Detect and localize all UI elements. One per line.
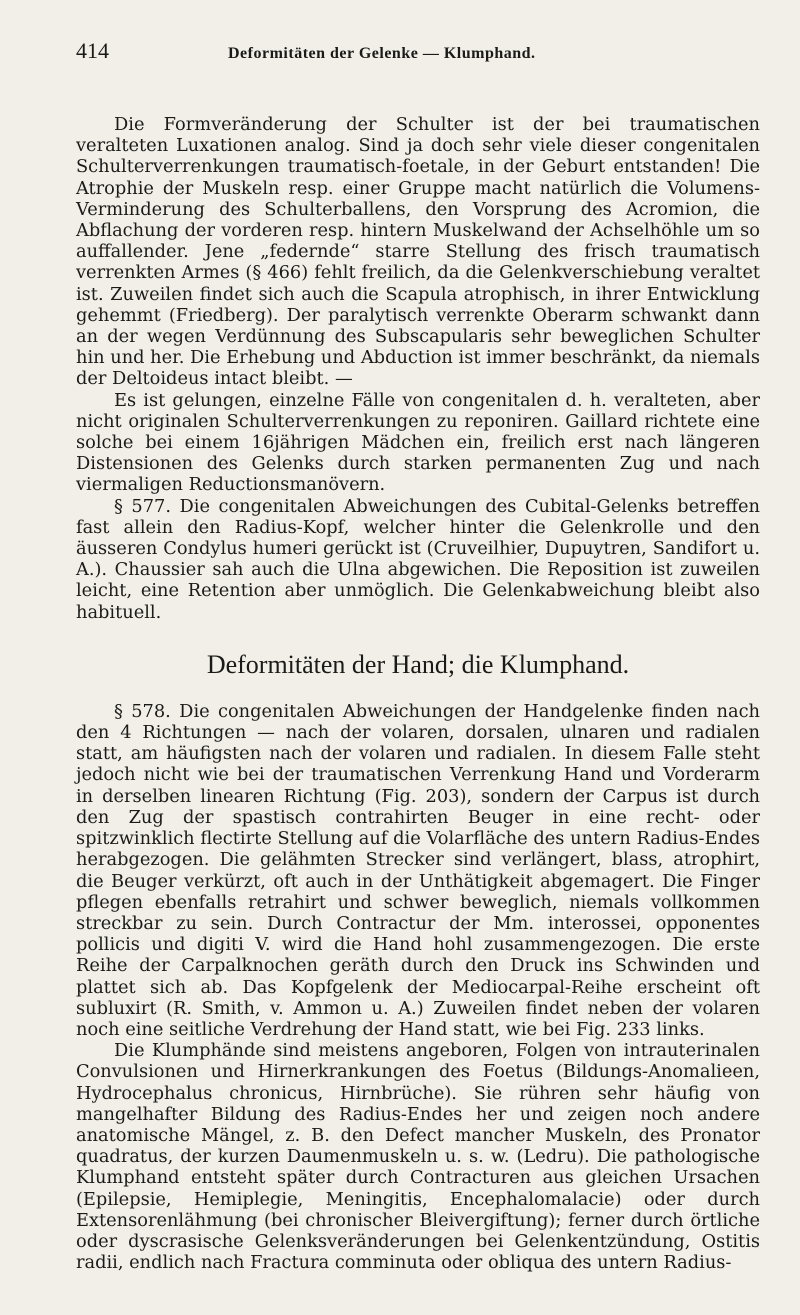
running-head: Deformitäten der Gelenke — Klumphand. — [228, 45, 536, 62]
page-number: 414 — [76, 38, 109, 63]
paragraph-section-578: § 578. Die congenitalen Abweichungen der Handgelenke finden nach den 4 Richtungen — nach der volaren, dorsalen, ulnaren und radialen statt, am häufigsten nach der volaren und radialen. In diesem Falle steht jedoch nicht wie bei der traumatischen Verrenkung Hand und Vorderarm in derselben linearen Richtung (Fig. 203), sondern der Carpus ist durch den Zug der spastisch contrahirten Beuger in eine recht- oder spitzwinklich flectirte Stellung auf die Volarfläche des untern Radius-Endes herabgezogen. Die gelähmten Strecker sind verlängert, blass, atrophirt, die Beuger verkürzt, oft auch in der Unthätigkeit abgemagert. Die Finger pflegen ebenfalls retrahirt und schwer beweglich, niemals vollkommen streckbar zu sein. Durch Contractur der Mm. interossei, opponentes pollicis und digiti V. wird die Hand hohl zusammengezogen. Die erste Reihe der Carpalknochen geräth durch den Druck ins Schwinden und plattet sich ab. Das Kopfgelenk der Mediocarpal-Reihe erscheint oft subluxirt (R. Smith, v. Ammon u. A.) Zuweilen findet neben der volaren noch eine seitliche Verdrehung der Hand statt, wie bei Fig. 233 links. — [76, 700, 760, 1040]
paragraph-shoulder-deformity: Die Formveränderung der Schulter ist der bei traumatischen veralteten Luxationen analog. Sind ja doch sehr viele dieser congenitalen Schulterverrenkungen traumatisch-foetale, in der Geburt entstanden! Die Atrophie der Muskeln resp. einer Gruppe macht natürlich die Volumens-Verminderung des Schulterballens, den Vorsprung des Acromion, die Abflachung der vorderen resp. hintern Muskelwand der Achselhöhle um so auffallender. Jene „federnde“ starre Stellung des frisch traumatisch verrenkten Armes (§ 466) fehlt freilich, da die Gelenkverschiebung veraltet ist. Zuweilen findet sich auch die Scapula atrophisch, in ihrer Entwicklung gehemmt (Friedberg). Der paralytisch verrenkte Oberarm schwankt dann an der wegen Verdünnung des Subscapularis sehr beweglichen Schulter hin und her. Die Erhebung und Abduction ist immer beschränkt, da niemals der Deltoideus intact bleibt. — — [76, 114, 760, 390]
paragraph-reposition: Es ist gelungen, einzelne Fälle von congenitalen d. h. veralteten, aber nicht originalen Schulterverrenkungen zu reponiren. Gaillard richtete eine solche bei einem 16jährigen Mädchen ein, freilich erst nach längeren Distensionen des Gelenks durch starken permanenten Zug und nach viermaligen Reductionsmanövern. — [76, 389, 760, 496]
paragraph-section-577: § 577. Die congenitalen Abweichungen des Cubital-Gelenks betreffen fast allein den Radius-Kopf, welcher hinter die Gelenkrolle und den äusseren Condylus humeri gerückt ist (Cruveilhier, Dupuytren, Sandifort u. A.). Chaussier sah auch die Ulna abgewichen. Die Reposition ist zuweilen leicht, eine Retention aber unmöglich. Die Gelenkabweichung bleibt also habituell. — [76, 495, 760, 623]
section-heading: Deformitäten der Hand; die Klumphand. — [206, 649, 630, 679]
paragraph-klumphaende: Die Klumphände sind meistens angeboren, Folgen von intrauterinalen Convulsionen und Hirnerkrankungen des Foetus (Bildungs-Anomalieen, Hydrocephalus chronicus, Hirnbrüche). Sie rühren sehr häufig von mangelhafter Bildung des Radius-Endes her und zeigen noch andere anatomische Mängel, z. B. den Defect mancher Muskeln, des Pronator quadratus, der kurzen Daumenmuskeln u. s. w. (Ledru). Die pathologische Klumphand entsteht später durch Contracturen aus gleichen Ursachen (Epilepsie, Hemiplegie, Meningitis, Encephalomalacie) oder durch Extensorenlähmung (bei chronischer Bleivergiftung); ferner durch örtliche oder dyscrasische Gelenksveränderungen bei Gelenkentzündung, Ostitis radii, endlich nach Fractura comminuta oder obliqua des untern Radius- — [76, 1040, 760, 1274]
page-header — [76, 38, 760, 68]
